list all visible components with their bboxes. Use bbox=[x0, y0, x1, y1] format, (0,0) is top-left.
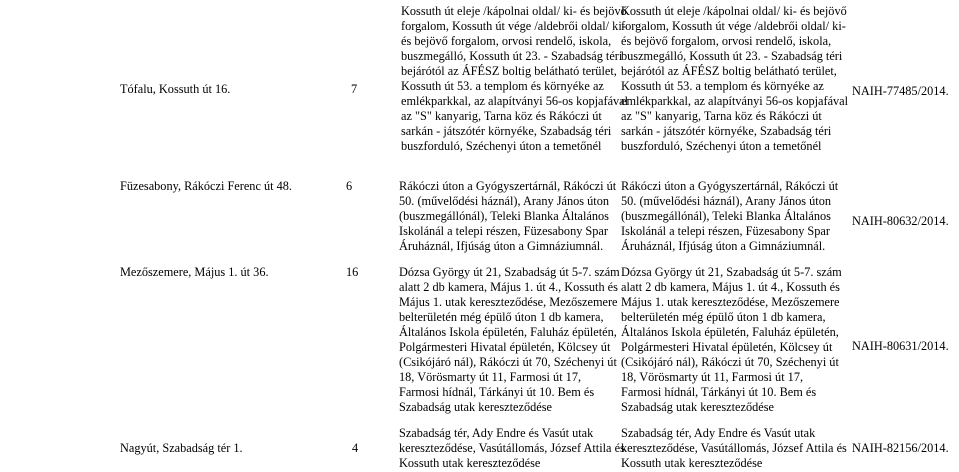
row-1-right-text bbox=[621, 4, 848, 154]
text-line: Kossuth út 53. a templom és környéke az bbox=[401, 79, 604, 93]
text-line: Szabadság utak kereszteződése bbox=[621, 400, 774, 414]
text-line: 18, Vörösmarty út 11, Farmosi út 17, bbox=[621, 370, 804, 384]
text-line: Polgármesteri Hivatal épületén, Kölcsey út bbox=[621, 340, 833, 354]
row-1-place: Tófalu, Kossuth út 16. bbox=[120, 82, 231, 96]
row-4-left-text bbox=[399, 426, 625, 471]
row-3-id: NAIH-80631/2014. bbox=[852, 339, 949, 353]
text-line: bejárótól az ÁFÉSZ boltig belátható terület, bbox=[401, 64, 617, 78]
row-1-id: NAIH-77485/2014. bbox=[852, 84, 949, 98]
text-line: Szabadság tér, Ady Endre és Vasút utak bbox=[621, 426, 816, 440]
text-line: 50. (művelődési háznál), Arany János úton bbox=[399, 194, 610, 208]
text-line: Kossuth út eleje /kápolnai oldal/ ki- és bejövő bbox=[401, 4, 627, 18]
text-line: (buszmegállónál), Teleki Blanka Általános bbox=[621, 209, 831, 223]
row-3-right-text bbox=[621, 265, 842, 415]
text-line: (Csikójáró nál), Rákóczi út 70, Széchenyi út bbox=[399, 355, 617, 369]
text-line: Farmosi hídnál, Tárkányi út 10. Bem és bbox=[621, 385, 817, 399]
text-line: buszmegálló, Kossuth út 23. - Szabadság téri bbox=[401, 49, 623, 63]
text-line: Áruháznál, Ifjúság úton a Gimnáziumnál. bbox=[621, 239, 826, 253]
text-line: kereszteződése, Vasútállomás, József Attila és bbox=[621, 441, 847, 455]
text-line: Dózsa György út 21, Szabadság út 5-7. szám bbox=[621, 265, 842, 279]
text-line: Kossuth út 53. a templom és környéke az bbox=[621, 79, 824, 93]
text-line: Szabadság tér, Ady Endre és Vasút utak bbox=[399, 426, 594, 440]
row-2-right-text bbox=[621, 179, 838, 254]
row-3-count: 16 bbox=[346, 265, 359, 279]
text-line: emlékparkkal, az alapítványi 56-os kopjafával bbox=[621, 94, 849, 108]
text-line: 50. (művelődési háznál), Arany János úton bbox=[621, 194, 832, 208]
text-line: 18, Vörösmarty út 11, Farmosi út 17, bbox=[399, 370, 582, 384]
row-4-count: 4 bbox=[352, 441, 359, 455]
row-4-place: Nagyút, Szabadság tér 1. bbox=[120, 441, 243, 455]
row-1-left-text bbox=[401, 4, 628, 154]
text-line: Kossuth utak kereszteződése bbox=[399, 456, 541, 470]
text-line: az "S" kanyarig, Tarna köz és Rákóczi út bbox=[401, 109, 602, 123]
row-2-id: NAIH-80632/2014. bbox=[852, 214, 949, 228]
text-line: emlékparkkal, az alapítványi 56-os kopjafával bbox=[401, 94, 629, 108]
text-line: sarkán - játszótér környéke, Szabadság téri bbox=[621, 124, 832, 138]
text-line: sarkán - játszótér környéke, Szabadság téri bbox=[401, 124, 612, 138]
row-4-right-text bbox=[621, 426, 847, 471]
text-line: Farmosi hídnál, Tárkányi út 10. Bem és bbox=[399, 385, 595, 399]
text-line: bejárótól az ÁFÉSZ boltig belátható terület, bbox=[621, 64, 837, 78]
text-line: alatt 2 db kamera, Május 1. út 4., Kossuth és bbox=[399, 280, 618, 294]
row-1-count: 7 bbox=[351, 82, 358, 96]
text-line: forgalom, Kossuth út vége /aldebrői oldal/ ki- bbox=[401, 19, 626, 33]
text-line: Polgármesteri Hivatal épületén, Kölcsey út bbox=[399, 340, 611, 354]
text-line: Általános Iskola épületén, Faluház épületén, bbox=[621, 325, 839, 339]
text-line: Dózsa György út 21, Szabadság út 5-7. szám bbox=[399, 265, 620, 279]
text-line: kereszteződése, Vasútállomás, József Attila és bbox=[399, 441, 625, 455]
text-line: (Csikójáró nál), Rákóczi út 70, Széchenyi út bbox=[621, 355, 839, 369]
text-line: buszforduló, Széchenyi úton a temetőnél bbox=[401, 139, 602, 153]
text-line: buszforduló, Széchenyi úton a temetőnél bbox=[621, 139, 822, 153]
text-line: Áruháznál, Ifjúság úton a Gimnáziumnál. bbox=[399, 239, 604, 253]
text-line: Iskolánál a telepi részen, Füzesabony Spar bbox=[399, 224, 608, 238]
text-line: az "S" kanyarig, Tarna köz és Rákóczi út bbox=[621, 109, 822, 123]
text-line: Szabadság utak kereszteződése bbox=[399, 400, 552, 414]
row-3-left-text bbox=[399, 265, 620, 415]
row-2-left-text bbox=[399, 179, 616, 254]
text-line: alatt 2 db kamera, Május 1. út 4., Kossuth és bbox=[621, 280, 840, 294]
text-line: Iskolánál a telepi részen, Füzesabony Spar bbox=[621, 224, 830, 238]
text-line: Május 1. utak kereszteződése, Mezőszemere bbox=[399, 295, 618, 309]
text-line: (buszmegállónál), Teleki Blanka Általános bbox=[399, 209, 609, 223]
text-line: Kossuth út eleje /kápolnai oldal/ ki- és bejövő bbox=[621, 4, 847, 18]
row-2-count: 6 bbox=[346, 179, 353, 193]
text-line: és bejövő forgalom, orvosi rendelő, iskola, bbox=[621, 34, 832, 48]
text-line: buszmegálló, Kossuth út 23. - Szabadság téri bbox=[621, 49, 843, 63]
text-line: Rákóczi úton a Gyógyszertárnál, Rákóczi út bbox=[621, 179, 839, 193]
row-3-place: Mezőszemere, Május 1. út 36. bbox=[120, 265, 269, 279]
text-line: belterületén még épülő úton 1 db kamera, bbox=[621, 310, 826, 324]
text-line: Általános Iskola épületén, Faluház épületén, bbox=[399, 325, 617, 339]
text-line: és bejövő forgalom, orvosi rendelő, iskola, bbox=[401, 34, 612, 48]
row-4-id: NAIH-82156/2014. bbox=[852, 441, 949, 455]
text-line: Rákóczi úton a Gyógyszertárnál, Rákóczi út bbox=[399, 179, 617, 193]
text-line: Május 1. utak kereszteződése, Mezőszemere bbox=[621, 295, 840, 309]
text-line: forgalom, Kossuth út vége /aldebrői oldal/ ki- bbox=[621, 19, 846, 33]
row-2-place: Füzesabony, Rákóczi Ferenc út 48. bbox=[120, 179, 292, 193]
text-line: belterületén még épülő úton 1 db kamera, bbox=[399, 310, 604, 324]
text-line: Kossuth utak kereszteződése bbox=[621, 456, 763, 470]
